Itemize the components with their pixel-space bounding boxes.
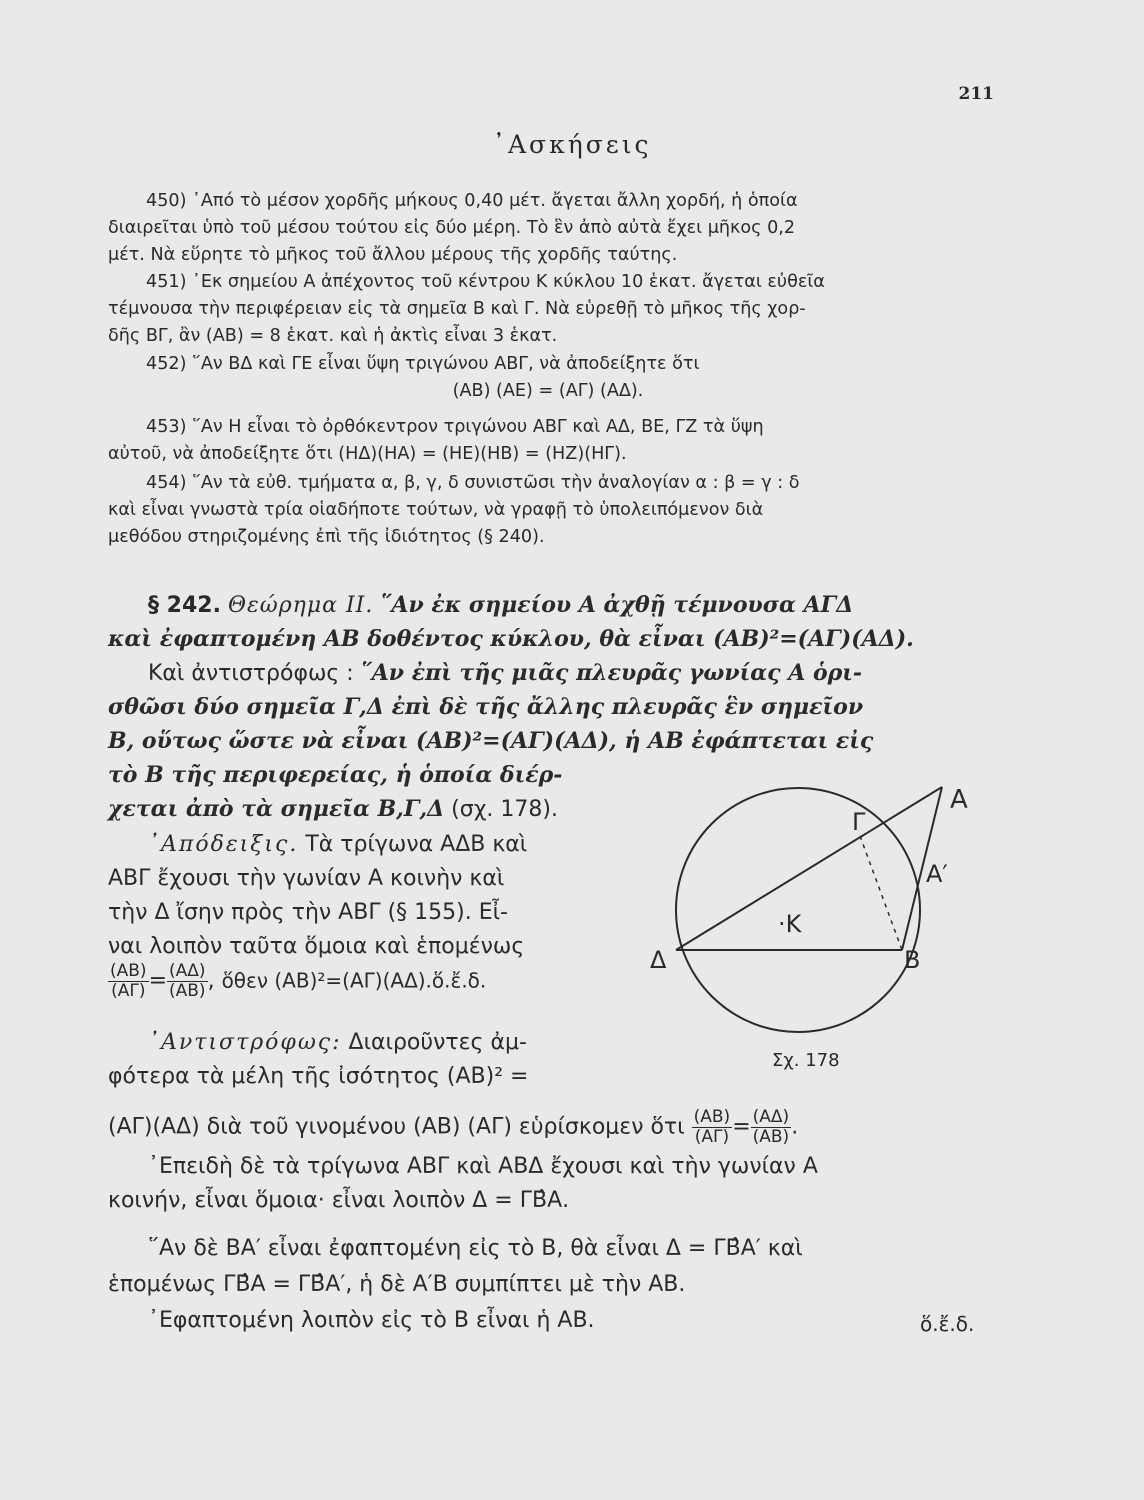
fraction-denominator: (ΑΒ)	[752, 1127, 790, 1147]
exercise-453	[108, 414, 988, 468]
proof-line-9: ᾿Επειδὴ δὲ τὰ τρίγωνα ΑΒΓ καὶ ΑΒΔ ἔχουσι καὶ τὴν γωνίαν Α	[148, 1154, 818, 1179]
exercise-452	[108, 351, 988, 405]
figure-caption: Σχ. 178	[772, 1050, 840, 1071]
theorem-line-6: τὸ Β τῆς περιφερείας, ἡ ὁποία διέρ-	[108, 762, 563, 788]
qed-mark: ὅ.ἔ.δ.	[920, 1312, 975, 1336]
fraction	[751, 1108, 792, 1147]
proof-line-12: ἑπομένως ΓΒ̂Α = ΓΒ̂Α′, ἡ δὲ Α′Β συμπίπτει μὲ τὴν ΑΒ.	[108, 1272, 686, 1297]
proof-line-6	[148, 1030, 527, 1055]
exercise-line: 453) ῞Αν Η εἶναι τὸ ὀρθόκεντρον τριγώνου ΑΒΓ καὶ ΑΔ, ΒΕ, ΓΖ τὰ ὕψη	[146, 417, 764, 437]
fraction-denominator: (ΑΒ)	[169, 981, 206, 1001]
proof-line-5: $\frac{(AB)}{(A\Gamma)}$ = $\frac{(A\Delta)}{(AB)}$ , ὅθεν (ΑΒ)²=(ΑΓ)(ΑΔ).ὅ.ἔ.δ.	[110, 961, 487, 1001]
fraction-denominator: (ΑΓ)	[111, 981, 146, 1001]
secant-line	[676, 787, 942, 950]
converse-label: ᾿Αντιστρόφως:	[148, 1030, 342, 1055]
proof-line-8: (ΑΓ)(ΑΔ) διὰ τοῦ γινομένου (ΑΒ) (ΑΓ) εὑρίσκομεν ὅτι $\frac{(AB)}{(A\Gamma)}$ = $\frac{(A\Delta)}{(AB)}$ .	[108, 1107, 799, 1147]
page-number: 211	[958, 84, 994, 104]
theorem-line-2: καὶ ἐφαπτομένη ΑΒ δοθέντος κύκλου, θὰ εἶναι (ΑΒ)²=(ΑΓ)(ΑΔ).	[108, 626, 914, 652]
exercise-450	[108, 188, 988, 269]
exercise-line: καὶ εἶναι γνωστὰ τρία οἱαδήποτε τούτων, νὰ γραφῇ τὸ ὑπολειπόμενον διὰ	[108, 500, 764, 520]
converse-lead: Καὶ ἀντιστρόφως :	[148, 661, 354, 686]
fraction-denominator: (ΑΓ)	[694, 1127, 730, 1147]
proof-label: ᾿Απόδειξις.	[148, 832, 299, 857]
proof-text: Διαιροῦντες ἀμ-	[348, 1030, 527, 1055]
proof-line-7: φότερα τὰ μέλη τῆς ἰσότητος (ΑΒ)² =	[108, 1064, 529, 1089]
theorem-line-4: σθῶσι δύο σημεῖα Γ,Δ ἐπὶ δὲ τῆς ἄλλης πλευρᾶς ἓν σημεῖον	[108, 694, 864, 720]
theorem-label: Θεώρημα ΙΙ.	[227, 593, 374, 618]
section-number: § 242.	[148, 593, 221, 618]
fraction-numerator: (ΑΒ)	[693, 1107, 731, 1127]
fraction	[167, 962, 208, 1001]
theorem-line-7	[108, 796, 558, 822]
theorem-line-3	[148, 660, 862, 686]
exercise-line: μέτ. Νὰ εὕρητε τὸ μῆκος τοῦ ἄλλου μέρους τῆς χορδῆς ταύτης.	[108, 245, 678, 265]
proof-line-4: ναι λοιπὸν ταῦτα ὅμοια καὶ ἑπομένως	[108, 934, 525, 959]
proof-text: (ΑΓ)(ΑΔ) διὰ τοῦ γινομένου (ΑΒ) (ΑΓ) εὑρίσκομεν ὅτι	[108, 1114, 685, 1140]
proof-line-13: ᾿Εφαπτομένη λοιπὸν εἰς τὸ Β εἶναι ἡ ΑΒ.	[148, 1308, 595, 1333]
theorem-text: χεται ἀπὸ τὰ σημεῖα Β,Γ,Δ	[108, 796, 445, 822]
exercise-line: 452) ῞Αν ΒΔ καὶ ΓΕ εἶναι ὕψη τριγώνου ΑΒΓ, νὰ ἀποδείξητε ὅτι	[146, 354, 700, 374]
theorem-text: ῞Αν ἐκ σημείου Α ἀχθῇ τέμνουσα ΑΓΔ	[380, 592, 854, 618]
converse-text: ῞Αν ἐπὶ τῆς μιᾶς πλευρᾶς γωνίας Α ὁρι-	[360, 660, 863, 686]
proof-line-1	[148, 832, 527, 857]
proof-text: Τὰ τρίγωνα ΑΔΒ καὶ	[305, 832, 528, 857]
fraction	[692, 1108, 733, 1147]
proof-line-3: τὴν Δ ἴσην πρὸς τὴν ΑΒΓ (§ 155). Εἶ-	[108, 900, 508, 925]
proof-line-10: κοινήν, εἶναι ὅμοια· εἶναι λοιπὸν Δ = ΓΒ̂Α.	[108, 1188, 570, 1213]
figure-reference: (σχ. 178).	[451, 797, 558, 822]
theorem-line-1	[148, 592, 853, 618]
theorem-line-5: Β, οὕτως ὥστε νὰ εἶναι (ΑΒ)²=(ΑΓ)(ΑΔ), ἡ ΑΒ ἐφάπτεται εἰς	[108, 728, 874, 754]
exercise-line: διαιρεῖται ὑπὸ τοῦ μέσου τούτου εἰς δύο μέρη. Τὸ ἓν ἀπὸ αὐτὰ ἔχει μῆκος 0,2	[108, 218, 796, 238]
exercise-line: αὐτοῦ, νὰ ἀποδείξητε ὅτι (ΗΔ)(ΗΑ) = (ΗΕ)(ΗΒ) = (ΗΖ)(ΗΓ).	[108, 444, 627, 464]
proof-line-11: ῞Αν δὲ ΒΑ′ εἶναι ἐφαπτομένη εἰς τὸ Β, θὰ εἶναι Δ = ΓΒ̂Α′ καὶ	[148, 1236, 803, 1261]
exercise-451	[108, 269, 988, 350]
label-D: Δ	[650, 946, 667, 974]
exercise-line: μεθόδου στηριζομένης ἐπὶ τῆς ἰδιότητος (§ 240).	[108, 527, 545, 547]
fraction-numerator: (ΑΒ)	[110, 961, 147, 981]
exercise-formula: (ΑΒ) (ΑΕ) = (ΑΓ) (ΑΔ).	[452, 381, 644, 401]
exercise-line: τέμνουσα τὴν περιφέρειαν εἰς τὰ σημεῖα Β καὶ Γ. Νὰ εὑρεθῇ τὸ μῆκος τῆς χορ-	[108, 299, 806, 319]
proof-line-2: ΑΒΓ ἔχουσι τὴν γωνίαν Α κοινὴν καὶ	[108, 866, 505, 891]
fraction	[108, 962, 149, 1001]
label-G: Γ	[852, 808, 866, 836]
label-A-prime: Α′	[926, 860, 948, 888]
section-heading: ᾿Ασκήσεις	[492, 130, 652, 159]
exercise-line: 451) ᾿Εκ σημείου Α ἀπέχοντος τοῦ κέντρου Κ κύκλου 10 ἑκατ. ἄγεται εὐθεῖα	[146, 272, 825, 292]
exercise-454	[108, 470, 988, 551]
exercise-line: δῆς ΒΓ, ἂν (ΑΒ) = 8 ἑκατ. καὶ ἡ ἀκτὶς εἶναι 3 ἑκατ.	[108, 326, 558, 346]
dashed-chord	[860, 836, 902, 950]
fraction-numerator: (ΑΔ)	[167, 962, 208, 982]
figure-178	[640, 770, 990, 1100]
label-B: Β	[904, 946, 921, 974]
exercise-line: 450) ᾿Από τὸ μέσον χορδῆς μήκους 0,40 μέτ. ἄγεται ἄλλη χορδή, ἡ ὁποία	[146, 191, 798, 211]
label-A: Α	[950, 785, 968, 815]
exercise-line: 454) ῞Αν τὰ εὐθ. τμήματα α, β, γ, δ συνιστῶσι τὴν ἀναλογίαν α : β = γ : δ	[146, 473, 800, 493]
label-K: ·Κ	[778, 910, 802, 938]
fraction-numerator: (ΑΔ)	[751, 1108, 792, 1128]
proof-text: ὅθεν (ΑΒ)²=(ΑΓ)(ΑΔ).ὅ.ἔ.δ.	[221, 968, 487, 993]
